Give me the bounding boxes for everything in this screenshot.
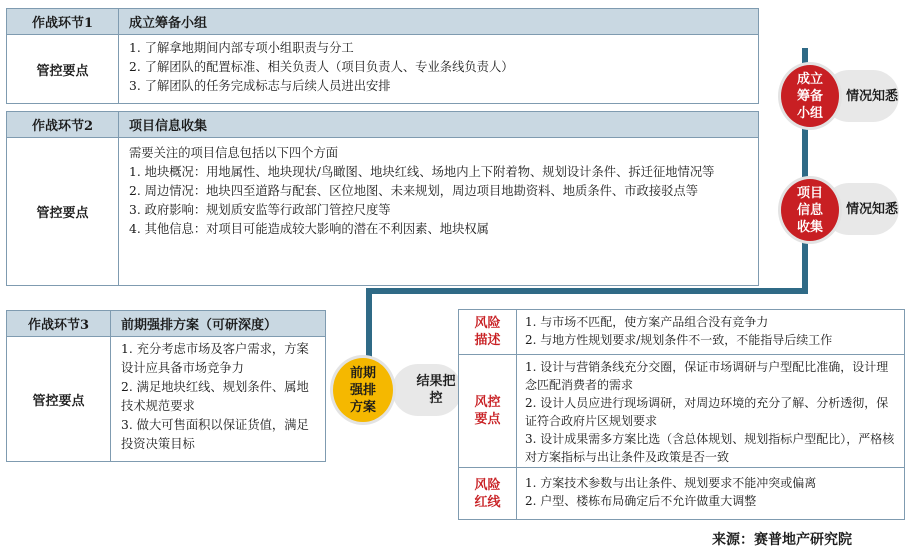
stage2-header [7,112,758,138]
stage1-item: 1. 了解拿地期间内部专项小组职责与分工 [129,41,354,55]
risk-row-control-points [459,355,904,468]
risk-label-text: 要点 [474,412,501,427]
badge-text: 信息 [796,202,823,218]
stage2-items [119,138,758,285]
risk-item: 2. 与地方性规划要求/规划条件不一致，不能指导后续工作 [525,333,833,347]
side-label-text: 知悉 [872,201,899,217]
stage1-header [7,9,758,35]
risk-item: 3. 设计成果需多方案比选（含总体规划、规划指标户型配比），严格核对方案指标与出让条件及政策是否一致 [525,432,895,464]
side-label-text: 情况 [845,88,872,104]
badge-stage1 [781,65,839,127]
risk-item: 2. 设计人员应进行现场调研，对周边环境的充分了解、分析透彻，保证符合政府片区规划要求 [525,396,889,428]
badge-text: 收集 [796,219,823,235]
stage2-item: 2. 周边情况：地块四至道路与配套、区位地图、未来规划，周边项目地勘资料、地质条件、市政接驳点等 [129,184,699,198]
risk-row-redline [459,468,904,519]
stage2-body [7,138,758,285]
stage3-item: 1. 充分考虑市场及客户需求，方案设计应具备市场竞争力 [121,342,309,375]
risk-label-text: 红线 [474,494,501,510]
risk-label-text: 风险 [474,477,501,493]
stage3-item: 2. 满足地块红线、规划条件、属地技术规范要求 [121,380,309,413]
stage3-control-label: 管控要点 [7,337,111,461]
risk-row-items [517,355,904,467]
stage1-header-title: 成立筹备小组 [129,16,208,31]
badge-stage2 [781,179,839,241]
badge-text: 成立 [796,71,823,87]
badge-stage3 [333,358,393,422]
risk-row-label [459,355,517,467]
stage3-table [6,310,326,462]
stage1-items [119,35,758,103]
stage1-body [7,35,758,103]
risk-label-text: 风控 [474,395,501,410]
stage3-body [7,337,325,461]
risk-row-description [459,310,904,355]
stage2-item: 3. 政府影响：规划质安监等行政部门管控尺度等 [129,203,391,217]
stage3-items [111,337,325,461]
stage2-item: 1. 地块概况：用地属性、地块现状/鸟瞰图、地块红线、场地内上下附着物、规划设计条件、拆迁征地情况等 [129,165,715,179]
stage1-table [6,8,759,104]
risk-label-text: 风险 [474,316,501,331]
stage2-header-label: 作战环节2 [7,112,119,137]
badge-text: 前期 [349,365,376,381]
badge-text: 小组 [796,105,823,121]
flow-line-vertical-left [366,288,372,368]
risk-item: 1. 与市场不匹配，使方案产品组合没有竞争力 [525,315,769,329]
side-label-text: 情况 [845,201,872,217]
risk-table [458,309,905,520]
stage2-header-title: 项目信息收集 [129,119,208,134]
stage3-header [7,311,325,337]
flow-line-horizontal [366,288,808,294]
side-label-text: 结果 [416,374,443,389]
stage1-item: 2. 了解团队的配置标准、相关负责人（项目负责人、专业条线负责人） [129,60,514,74]
risk-item: 2. 户型、楼栋布局确定后不允许做重大调整 [525,494,757,508]
stage2-item: 4. 其他信息：对项目可能造成较大影响的潜在不利因素、地块权属 [129,222,489,236]
stage1-item: 3. 了解团队的任务完成标志与后续人员进出安排 [129,79,391,93]
side-label-text: 知悉 [872,88,899,104]
risk-row-items [517,468,904,519]
risk-row-label [459,310,517,354]
stage3-item: 3. 做大可售面积以保证货值，满足投资决策目标 [121,418,309,451]
risk-row-items [517,310,904,354]
risk-label-text: 描述 [474,333,501,348]
side-label-text: 把控 [429,374,456,406]
risk-item: 1. 设计与营销条线充分交圈，保证市场调研与户型配比准确，设计理念匹配消费者的需求 [525,360,889,392]
stage2-control-label: 管控要点 [7,138,119,285]
risk-row-label [459,468,517,519]
stage1-header-label: 作战环节1 [7,9,119,34]
side-label-3 [392,364,462,416]
stage2-table [6,111,759,286]
badge-text: 强排 [349,382,376,398]
stage1-control-label: 管控要点 [7,35,119,103]
badge-text: 项目 [796,185,823,201]
stage3-header-title: 前期强排方案（可研深度） [121,318,278,333]
source-note: 来源：赛普地产研究院 [712,532,852,548]
stage3-header-label: 作战环节3 [7,311,111,336]
stage2-item: 需要关注的项目信息包括以下四个方面 [129,146,339,160]
badge-text: 方案 [349,399,376,415]
badge-text: 筹备 [796,88,823,104]
risk-item: 1. 方案技术参数与出让条件、规划要求不能冲突或偏离 [525,476,817,490]
